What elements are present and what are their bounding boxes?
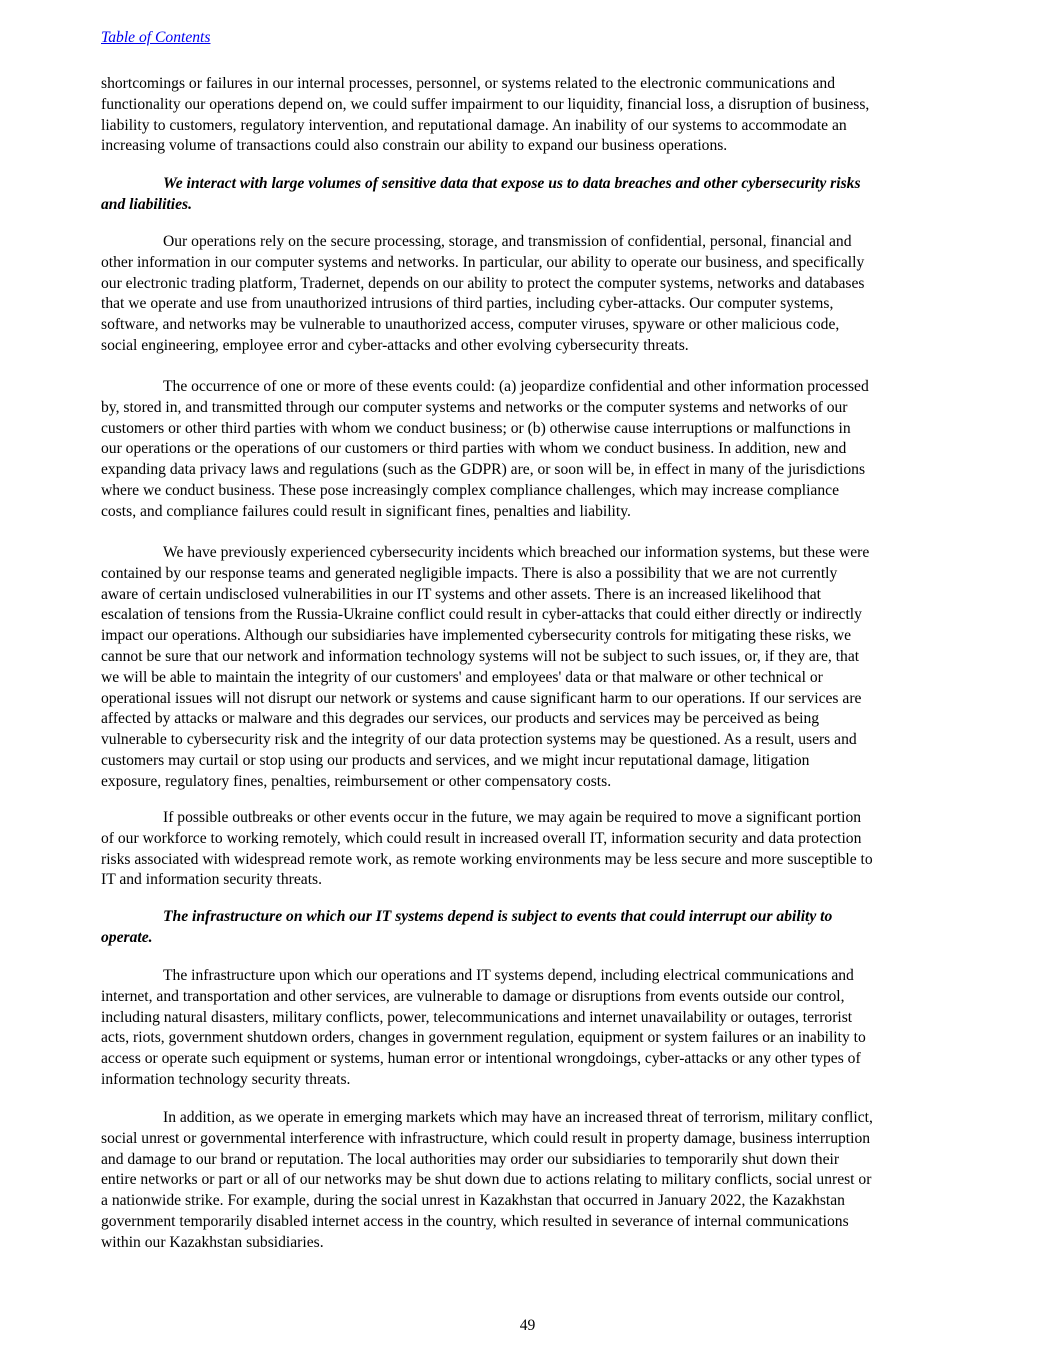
- text-line: software, and networks may be vulnerable to unauthorized access, computer viruses, spyware or other malicious code,: [101, 316, 840, 334]
- text-line: IT and information security threats.: [101, 871, 322, 889]
- paragraph-remote-work: [101, 808, 961, 891]
- paragraph-operations: [101, 232, 961, 357]
- section-heading-infrastructure: [101, 907, 961, 949]
- heading-line: and liabilities.: [101, 195, 192, 213]
- text-line: The infrastructure upon which our operations and IT systems depend, including electrical communications and: [163, 967, 854, 984]
- text-line: The occurrence of one or more of these events could: (a) jeopardize confidential and other information processed: [163, 378, 869, 395]
- text-line: functionality our operations depend on, we could suffer impairment to our liquidity, financial loss, a disruption of business,: [101, 95, 870, 113]
- text-line: customers or other third parties with whom we conduct business; or (b) otherwise cause interruptions or malfunctions in: [101, 419, 851, 437]
- text-line: affected by attacks or malware and this degrades our services, our products and services may be perceived as being: [101, 710, 820, 728]
- text-line: exposure, regulatory fines, penalties, reimbursement or other compensatory costs.: [101, 772, 612, 790]
- table-of-contents-link[interactable]: Table of Contents: [101, 29, 211, 46]
- text-line: cannot be sure that our network and information technology systems will not be subject to such issues, or, if they are, that: [101, 647, 860, 665]
- text-line: aware of certain undisclosed vulnerabilities in our IT systems and other assets. There is an increased likelihood that: [101, 585, 821, 603]
- text-line: vulnerable to cybersecurity risk and the integrity of our data protection systems may be questioned. As a result, users and: [101, 731, 857, 749]
- text-line: customers may curtail or stop using our products and services, and we might incur reputational damage, litigation: [101, 751, 810, 769]
- text-line: access or operate such equipment or systems, human error or intentional wrongdoings, cyber-attacks or any other types of: [101, 1050, 861, 1068]
- text-line: impact our operations. Although our subsidiaries have implemented cybersecurity controls for mitigating these risks, we: [101, 627, 852, 645]
- text-line: and damage to our brand or reputation. The local authorities may order our subsidiaries to temporarily shut down their: [101, 1150, 840, 1168]
- text-line: expanding data privacy laws and regulations (such as the GDPR) are, or soon will be, in effect in many of the jurisdictions: [101, 461, 866, 479]
- text-line: by, stored in, and transmitted through our computer systems and networks or the computer systems and networks of our: [101, 398, 848, 416]
- text-line: social unrest or governmental interference with infrastructure, which could result in property damage, business interruption: [101, 1129, 871, 1147]
- text-line: including natural disasters, military conflicts, power, telecommunications and internet unavailability or outages, terrorist: [101, 1008, 853, 1026]
- text-line: entire networks or part or all of our networks may be shut down due to actions relating to military conflicts, social unrest or: [101, 1171, 872, 1189]
- page-number: 49: [519, 1317, 536, 1334]
- text-line: of our workforce to working remotely, which could result in increased overall IT, information security and data protection: [101, 829, 862, 847]
- heading-line: We interact with large volumes of sensitive data that expose us to data breaches and other cybersecurity risks: [163, 175, 861, 192]
- text-line: liability to customers, regulatory intervention, and reputational damage. An inability of our systems to accommodate an: [101, 116, 847, 134]
- text-line: If possible outbreaks or other events occur in the future, we may again be required to move a significant portion: [163, 809, 862, 826]
- text-line: costs, and compliance failures could result in significant fines, penalties and liability.: [101, 502, 631, 520]
- text-line: operational issues will not disrupt our network or systems and cause significant harm to our operations. If our services are: [101, 689, 862, 707]
- text-line: within our Kazakhstan subsidiaries.: [101, 1233, 324, 1251]
- heading-line: The infrastructure on which our IT systems depend is subject to events that could interrupt our ability to: [163, 908, 833, 925]
- text-line: we will be able to maintain the integrity of our customers' and employees' data or that malware or other technical or: [101, 668, 823, 686]
- text-line: our operations or the operations of our customers or third parties with whom we conduct business. In addition, new and: [101, 440, 847, 458]
- text-line: We have previously experienced cybersecurity incidents which breached our information systems, but these were: [163, 544, 870, 561]
- text-line: Our operations rely on the secure processing, storage, and transmission of confidential, personal, financial and: [163, 233, 852, 250]
- text-line: escalation of tensions from the Russia-Ukraine conflict could result in cyber-attacks that could either directly or indirectly: [101, 606, 862, 624]
- text-line: other information in our computer systems and networks. In particular, our ability to operate our business, and specifically: [101, 253, 865, 271]
- text-line: contained by our response teams and generated negligible impacts. There is also a possibility that we are not currently: [101, 564, 838, 582]
- text-line: risks associated with widespread remote work, as remote working environments may be less secure and more susceptible to: [101, 850, 873, 868]
- text-line: where we conduct business. These pose increasingly complex compliance challenges, which may increase compliance: [101, 481, 839, 499]
- paragraph-emerging-markets: [101, 1108, 961, 1254]
- section-heading-cybersecurity: [101, 174, 961, 216]
- text-line: acts, riots, government shutdown orders, changes in government regulation, equipment or system failures or an inability to: [101, 1029, 866, 1047]
- text-line: our electronic trading platform, Tradernet, depends on our ability to protect the computer systems, networks and databases: [101, 274, 865, 292]
- text-line: social engineering, employee error and cyber-attacks and other evolving cybersecurity threats.: [101, 336, 689, 354]
- text-line: a nationwide strike. For example, during the social unrest in Kazakhstan that occurred in January 2022, the Kazakhstan: [101, 1192, 845, 1210]
- text-line: In addition, as we operate in emerging markets which may have an increased threat of terrorism, military conflict,: [163, 1109, 873, 1126]
- text-line: that we operate and use from unauthorized intrusions of third parties, including cyber-attacks. Our computer systems,: [101, 295, 834, 313]
- text-line: shortcomings or failures in our internal processes, personnel, or systems related to the electronic communications and: [101, 75, 836, 92]
- heading-line: operate.: [101, 928, 153, 946]
- paragraph-continuation: [101, 74, 961, 157]
- paragraph-occurrence: [101, 377, 961, 523]
- paragraph-infrastructure: [101, 966, 961, 1091]
- paragraph-incidents: [101, 543, 961, 793]
- text-line: information technology security threats.: [101, 1070, 351, 1088]
- text-line: increasing volume of transactions could also constrain our ability to expand our business operations.: [101, 137, 728, 155]
- text-line: government temporarily disabled internet access in the country, which resulted in severance of internal communications: [101, 1212, 849, 1230]
- text-line: internet, and transportation and other services, are vulnerable to damage or disruptions from events outside our control,: [101, 987, 845, 1005]
